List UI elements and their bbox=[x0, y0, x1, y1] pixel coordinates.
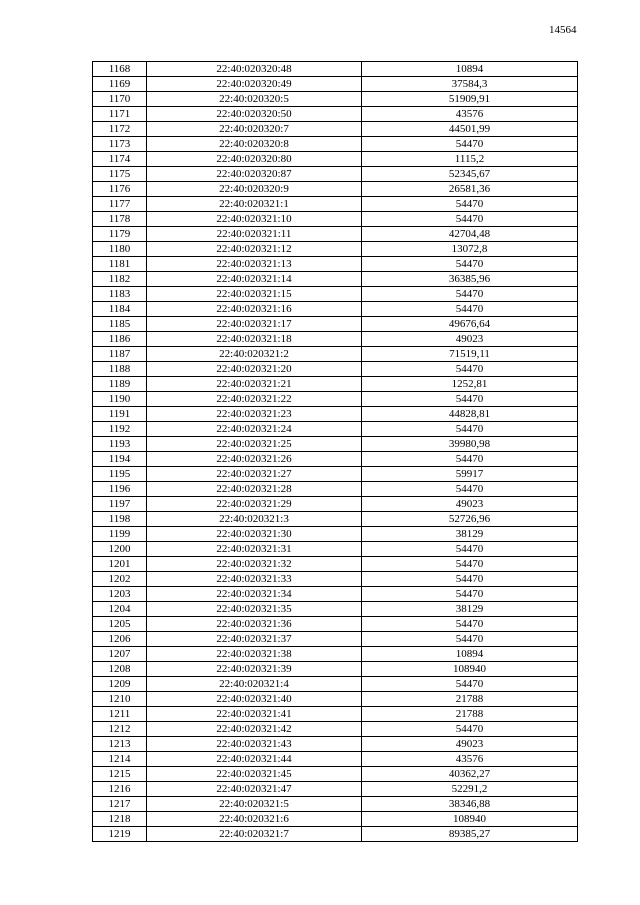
cadastral-number-cell: 22:40:020321:20 bbox=[147, 362, 362, 377]
cadastral-number-cell: 22:40:020321:42 bbox=[147, 722, 362, 737]
cadastral-number-cell: 22:40:020320:50 bbox=[147, 107, 362, 122]
value-cell: 1115,2 bbox=[362, 152, 578, 167]
row-number-cell: 1196 bbox=[93, 482, 147, 497]
table-row bbox=[93, 782, 578, 797]
value-cell: 38346,88 bbox=[362, 797, 578, 812]
value-cell: 54470 bbox=[362, 197, 578, 212]
value-cell: 43576 bbox=[362, 752, 578, 767]
cadastral-number-cell: 22:40:020321:2 bbox=[147, 347, 362, 362]
table-row bbox=[93, 362, 578, 377]
value-cell: 89385,27 bbox=[362, 827, 578, 842]
value-cell: 54470 bbox=[362, 212, 578, 227]
cadastral-number-cell: 22:40:020321:7 bbox=[147, 827, 362, 842]
table-row bbox=[93, 152, 578, 167]
row-number-cell: 1186 bbox=[93, 332, 147, 347]
row-number-cell: 1192 bbox=[93, 422, 147, 437]
value-cell: 52291,2 bbox=[362, 782, 578, 797]
value-cell: 54470 bbox=[362, 587, 578, 602]
value-cell: 108940 bbox=[362, 662, 578, 677]
cadastral-number-cell: 22:40:020321:25 bbox=[147, 437, 362, 452]
table-row bbox=[93, 512, 578, 527]
row-number-cell: 1177 bbox=[93, 197, 147, 212]
value-cell: 21788 bbox=[362, 707, 578, 722]
value-cell: 38129 bbox=[362, 527, 578, 542]
table-row bbox=[93, 377, 578, 392]
value-cell: 54470 bbox=[362, 257, 578, 272]
value-cell: 10894 bbox=[362, 647, 578, 662]
table-row bbox=[93, 557, 578, 572]
table-row bbox=[93, 647, 578, 662]
value-cell: 54470 bbox=[362, 617, 578, 632]
value-cell: 54470 bbox=[362, 302, 578, 317]
cadastral-number-cell: 22:40:020321:12 bbox=[147, 242, 362, 257]
row-number-cell: 1179 bbox=[93, 227, 147, 242]
row-number-cell: 1181 bbox=[93, 257, 147, 272]
cadastral-number-cell: 22:40:020321:28 bbox=[147, 482, 362, 497]
value-cell: 42704,48 bbox=[362, 227, 578, 242]
row-number-cell: 1176 bbox=[93, 182, 147, 197]
row-number-cell: 1189 bbox=[93, 377, 147, 392]
value-cell: 52726,96 bbox=[362, 512, 578, 527]
cadastral-number-cell: 22:40:020320:7 bbox=[147, 122, 362, 137]
row-number-cell: 1219 bbox=[93, 827, 147, 842]
table-row bbox=[93, 122, 578, 137]
row-number-cell: 1169 bbox=[93, 77, 147, 92]
cadastral-number-cell: 22:40:020321:37 bbox=[147, 632, 362, 647]
table-row bbox=[93, 632, 578, 647]
table-row bbox=[93, 227, 578, 242]
cadastral-number-cell: 22:40:020321:44 bbox=[147, 752, 362, 767]
cadastral-number-cell: 22:40:020321:13 bbox=[147, 257, 362, 272]
value-cell: 21788 bbox=[362, 692, 578, 707]
value-cell: 54470 bbox=[362, 422, 578, 437]
table-row bbox=[93, 332, 578, 347]
table-row bbox=[93, 92, 578, 107]
row-number-cell: 1178 bbox=[93, 212, 147, 227]
value-cell: 26581,36 bbox=[362, 182, 578, 197]
row-number-cell: 1168 bbox=[93, 62, 147, 77]
cadastral-number-cell: 22:40:020321:34 bbox=[147, 587, 362, 602]
table-row bbox=[93, 497, 578, 512]
table-row bbox=[93, 317, 578, 332]
row-number-cell: 1183 bbox=[93, 287, 147, 302]
cadastral-number-cell: 22:40:020321:14 bbox=[147, 272, 362, 287]
cadastral-number-cell: 22:40:020321:4 bbox=[147, 677, 362, 692]
row-number-cell: 1193 bbox=[93, 437, 147, 452]
table-row bbox=[93, 572, 578, 587]
row-number-cell: 1191 bbox=[93, 407, 147, 422]
cadastral-number-cell: 22:40:020321:33 bbox=[147, 572, 362, 587]
table-row bbox=[93, 197, 578, 212]
table-row bbox=[93, 242, 578, 257]
row-number-cell: 1180 bbox=[93, 242, 147, 257]
value-cell: 1252,81 bbox=[362, 377, 578, 392]
row-number-cell: 1195 bbox=[93, 467, 147, 482]
row-number-cell: 1217 bbox=[93, 797, 147, 812]
row-number-cell: 1202 bbox=[93, 572, 147, 587]
table-row bbox=[93, 707, 578, 722]
row-number-cell: 1211 bbox=[93, 707, 147, 722]
table-row bbox=[93, 452, 578, 467]
value-cell: 51909,91 bbox=[362, 92, 578, 107]
value-cell: 54470 bbox=[362, 722, 578, 737]
table-body bbox=[93, 62, 578, 842]
table-row bbox=[93, 662, 578, 677]
table-row bbox=[93, 827, 578, 842]
table-row bbox=[93, 722, 578, 737]
value-cell: 49676,64 bbox=[362, 317, 578, 332]
table-row bbox=[93, 212, 578, 227]
table-row bbox=[93, 467, 578, 482]
table-row bbox=[93, 302, 578, 317]
cadastral-number-cell: 22:40:020320:49 bbox=[147, 77, 362, 92]
cadastral-number-cell: 22:40:020321:30 bbox=[147, 527, 362, 542]
row-number-cell: 1199 bbox=[93, 527, 147, 542]
value-cell: 52345,67 bbox=[362, 167, 578, 182]
value-cell: 54470 bbox=[362, 542, 578, 557]
cadastral-number-cell: 22:40:020320:5 bbox=[147, 92, 362, 107]
cadastral-number-cell: 22:40:020321:32 bbox=[147, 557, 362, 572]
value-cell: 54470 bbox=[362, 572, 578, 587]
value-cell: 54470 bbox=[362, 452, 578, 467]
row-number-cell: 1185 bbox=[93, 317, 147, 332]
value-cell: 54470 bbox=[362, 632, 578, 647]
table-row bbox=[93, 182, 578, 197]
table-row bbox=[93, 617, 578, 632]
cadastral-number-cell: 22:40:020321:40 bbox=[147, 692, 362, 707]
table-row bbox=[93, 137, 578, 152]
row-number-cell: 1200 bbox=[93, 542, 147, 557]
value-cell: 10894 bbox=[362, 62, 578, 77]
table-row bbox=[93, 527, 578, 542]
table-row bbox=[93, 482, 578, 497]
cadastral-number-cell: 22:40:020321:3 bbox=[147, 512, 362, 527]
cadastral-number-cell: 22:40:020321:29 bbox=[147, 497, 362, 512]
value-cell: 54470 bbox=[362, 287, 578, 302]
value-cell: 54470 bbox=[362, 362, 578, 377]
value-cell: 71519,11 bbox=[362, 347, 578, 362]
value-cell: 49023 bbox=[362, 332, 578, 347]
cadastral-number-cell: 22:40:020321:5 bbox=[147, 797, 362, 812]
table-row bbox=[93, 77, 578, 92]
table-row bbox=[93, 677, 578, 692]
value-cell: 40362,27 bbox=[362, 767, 578, 782]
value-cell: 36385,96 bbox=[362, 272, 578, 287]
row-number-cell: 1212 bbox=[93, 722, 147, 737]
table-row bbox=[93, 407, 578, 422]
cadastral-number-cell: 22:40:020321:17 bbox=[147, 317, 362, 332]
row-number-cell: 1170 bbox=[93, 92, 147, 107]
table-row bbox=[93, 257, 578, 272]
row-number-cell: 1173 bbox=[93, 137, 147, 152]
value-cell: 44501,99 bbox=[362, 122, 578, 137]
row-number-cell: 1213 bbox=[93, 737, 147, 752]
row-number-cell: 1204 bbox=[93, 602, 147, 617]
row-number-cell: 1205 bbox=[93, 617, 147, 632]
cadastral-number-cell: 22:40:020321:26 bbox=[147, 452, 362, 467]
table-row bbox=[93, 602, 578, 617]
value-cell: 39980,98 bbox=[362, 437, 578, 452]
table-row bbox=[93, 587, 578, 602]
row-number-cell: 1172 bbox=[93, 122, 147, 137]
row-number-cell: 1174 bbox=[93, 152, 147, 167]
row-number-cell: 1188 bbox=[93, 362, 147, 377]
row-number-cell: 1182 bbox=[93, 272, 147, 287]
table-row bbox=[93, 692, 578, 707]
cadastral-number-cell: 22:40:020321:43 bbox=[147, 737, 362, 752]
row-number-cell: 1171 bbox=[93, 107, 147, 122]
cadastral-number-cell: 22:40:020321:41 bbox=[147, 707, 362, 722]
row-number-cell: 1210 bbox=[93, 692, 147, 707]
cadastral-number-cell: 22:40:020321:36 bbox=[147, 617, 362, 632]
row-number-cell: 1198 bbox=[93, 512, 147, 527]
cadastral-number-cell: 22:40:020321:27 bbox=[147, 467, 362, 482]
table-row bbox=[93, 437, 578, 452]
value-cell: 13072,8 bbox=[362, 242, 578, 257]
row-number-cell: 1203 bbox=[93, 587, 147, 602]
cadastral-number-cell: 22:40:020321:23 bbox=[147, 407, 362, 422]
table-row bbox=[93, 812, 578, 827]
value-cell: 49023 bbox=[362, 737, 578, 752]
row-number-cell: 1201 bbox=[93, 557, 147, 572]
value-cell: 108940 bbox=[362, 812, 578, 827]
cadastral-value-table bbox=[92, 61, 578, 842]
table-row bbox=[93, 287, 578, 302]
page-number: 14564 bbox=[549, 24, 577, 36]
cadastral-number-cell: 22:40:020321:39 bbox=[147, 662, 362, 677]
value-cell: 49023 bbox=[362, 497, 578, 512]
cadastral-number-cell: 22:40:020321:45 bbox=[147, 767, 362, 782]
cadastral-number-cell: 22:40:020321:21 bbox=[147, 377, 362, 392]
cadastral-number-cell: 22:40:020321:16 bbox=[147, 302, 362, 317]
table-row bbox=[93, 167, 578, 182]
table-row bbox=[93, 542, 578, 557]
cadastral-number-cell: 22:40:020321:15 bbox=[147, 287, 362, 302]
value-cell: 54470 bbox=[362, 482, 578, 497]
cadastral-number-cell: 22:40:020321:47 bbox=[147, 782, 362, 797]
row-number-cell: 1190 bbox=[93, 392, 147, 407]
cadastral-number-cell: 22:40:020320:48 bbox=[147, 62, 362, 77]
row-number-cell: 1208 bbox=[93, 662, 147, 677]
cadastral-number-cell: 22:40:020321:22 bbox=[147, 392, 362, 407]
row-number-cell: 1209 bbox=[93, 677, 147, 692]
value-cell: 54470 bbox=[362, 557, 578, 572]
table-row bbox=[93, 392, 578, 407]
table-row bbox=[93, 767, 578, 782]
row-number-cell: 1187 bbox=[93, 347, 147, 362]
row-number-cell: 1175 bbox=[93, 167, 147, 182]
cadastral-number-cell: 22:40:020320:87 bbox=[147, 167, 362, 182]
value-cell: 44828,81 bbox=[362, 407, 578, 422]
cadastral-number-cell: 22:40:020321:31 bbox=[147, 542, 362, 557]
table-row bbox=[93, 272, 578, 287]
row-number-cell: 1184 bbox=[93, 302, 147, 317]
table-row bbox=[93, 797, 578, 812]
cadastral-number-cell: 22:40:020320:8 bbox=[147, 137, 362, 152]
row-number-cell: 1197 bbox=[93, 497, 147, 512]
value-cell: 59917 bbox=[362, 467, 578, 482]
table-row bbox=[93, 422, 578, 437]
table-row bbox=[93, 107, 578, 122]
cadastral-number-cell: 22:40:020321:18 bbox=[147, 332, 362, 347]
cadastral-number-cell: 22:40:020321:10 bbox=[147, 212, 362, 227]
value-cell: 43576 bbox=[362, 107, 578, 122]
cadastral-number-cell: 22:40:020321:35 bbox=[147, 602, 362, 617]
table-row bbox=[93, 737, 578, 752]
value-cell: 38129 bbox=[362, 602, 578, 617]
cadastral-number-cell: 22:40:020321:6 bbox=[147, 812, 362, 827]
cadastral-number-cell: 22:40:020321:38 bbox=[147, 647, 362, 662]
value-cell: 54470 bbox=[362, 392, 578, 407]
table-row bbox=[93, 752, 578, 767]
cadastral-number-cell: 22:40:020321:1 bbox=[147, 197, 362, 212]
value-cell: 54470 bbox=[362, 677, 578, 692]
table-row bbox=[93, 347, 578, 362]
value-cell: 54470 bbox=[362, 137, 578, 152]
row-number-cell: 1194 bbox=[93, 452, 147, 467]
table-row bbox=[93, 62, 578, 77]
value-cell: 37584,3 bbox=[362, 77, 578, 92]
row-number-cell: 1214 bbox=[93, 752, 147, 767]
cadastral-number-cell: 22:40:020321:11 bbox=[147, 227, 362, 242]
row-number-cell: 1218 bbox=[93, 812, 147, 827]
row-number-cell: 1215 bbox=[93, 767, 147, 782]
cadastral-number-cell: 22:40:020320:9 bbox=[147, 182, 362, 197]
row-number-cell: 1206 bbox=[93, 632, 147, 647]
cadastral-number-cell: 22:40:020320:80 bbox=[147, 152, 362, 167]
row-number-cell: 1216 bbox=[93, 782, 147, 797]
row-number-cell: 1207 bbox=[93, 647, 147, 662]
cadastral-number-cell: 22:40:020321:24 bbox=[147, 422, 362, 437]
